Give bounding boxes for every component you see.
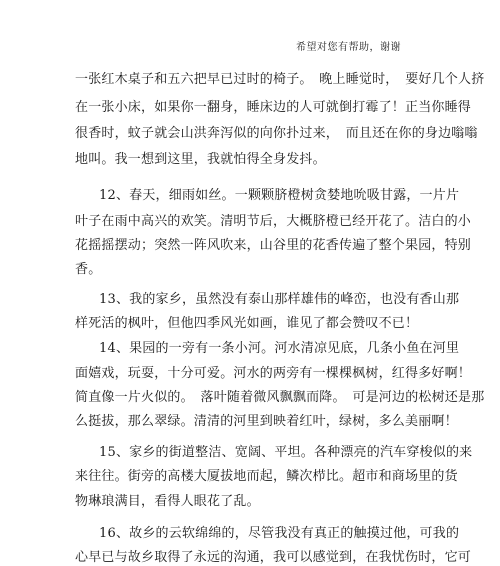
paragraph-line: 14、果园的一旁有一条小河。河水清凉见底，几条小鱼在河里 [99,341,460,356]
paragraph-line: 样死活的枫叶，但他四季风光如画，谁见了都会赞叹不已！ [75,316,419,331]
paragraph-line: 很香时，蚊子就会山洪奔泻似的向你扑过来， 而且还在你的身边嗡嗡 [75,126,478,141]
paragraph-line: 么挺拔，那么翠绿。清清的河里到映着红叶，绿树，多么美丽啊！ [75,414,458,429]
paragraph-line: 12、春天，细雨如丝。一颗颗脐橙树贪婪地吮吸甘露，一片片 [99,188,460,203]
paragraph-line: 16、故乡的云软绵绵的，尽管我没有真正的触摸过他，可我的 [99,526,460,541]
paragraph-line: 花摇摇摆动；突然一阵风吹来，山谷里的花香传遍了整个果园，特别 [75,238,472,253]
paragraph-line: 在一张小床，如果你一翻身，睡床边的人可就倒打霉了！正当你睡得 [75,100,472,115]
paragraph-line: 面嬉戏，玩耍，十分可爱。河水的两旁有一棵棵枫树，红得多好啊！ [75,366,472,381]
paragraph-line: 来往往。街旁的高楼大厦拔地而起，鳞次栉比。超市和商场里的货 [75,469,458,484]
header-note: 希望对您有帮助，谢谢 [296,42,401,53]
paragraph-line: 简直像一片火似的。 落叶随着微风飘飘而降。 可是河边的松树还是那 [75,390,485,405]
paragraph-line: 一张红木桌子和五六把早已过时的椅子。 晚上睡觉时， 要好几个人挤 [75,72,485,87]
paragraph-line: 心早已与故乡取得了永远的沟通，我可以感觉到，在我忧伤时，它可 [75,550,472,565]
paragraph-line: 叶子在雨中高兴的欢笑。清明节后，大概脐橙已经开花了。洁白的小 [75,214,472,229]
paragraph-line: 香。 [75,262,102,277]
paragraph-line: 15、家乡的街道整洁、宽阔、平坦。各种漂亮的汽车穿梭似的来 [99,445,473,460]
paragraph-line: 地叫。我一想到这里，我就怕得全身发抖。 [75,152,326,167]
paragraph-line: 13、我的家乡，虽然没有泰山那样雄伟的峰峦，也没有香山那 [99,292,460,307]
paragraph-line: 物琳琅满目，看得人眼花了乱。 [75,494,260,509]
